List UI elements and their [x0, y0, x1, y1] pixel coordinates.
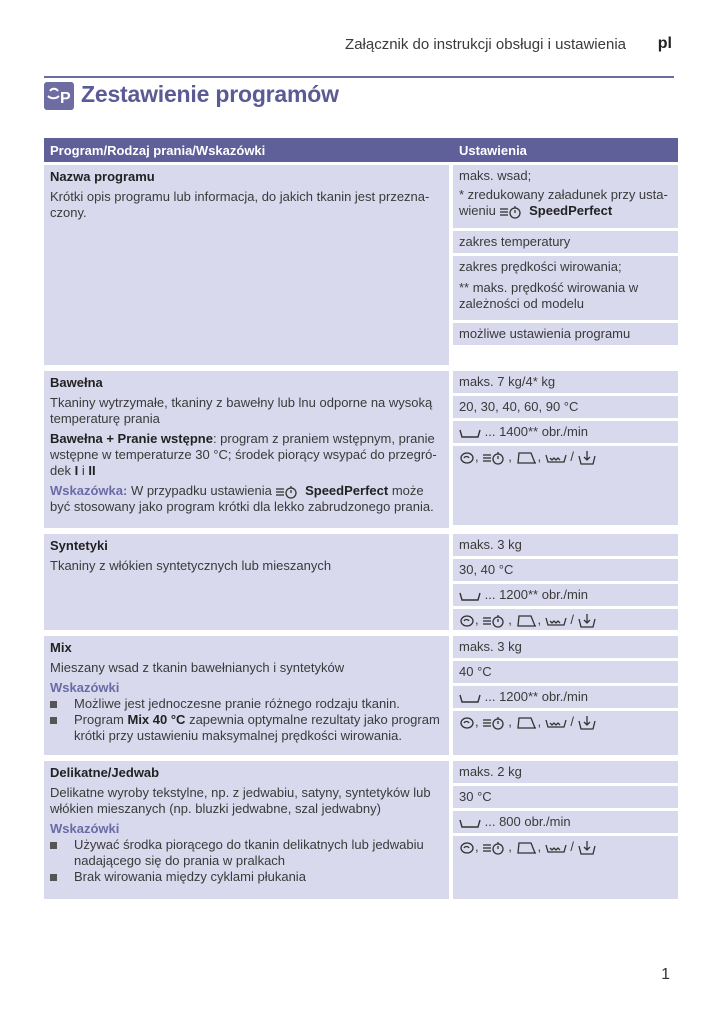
- program-cell: [44, 371, 449, 528]
- program-description: Krótki opis programu lub informacja, do jakich tkanin jest przezna-czony.: [50, 189, 430, 220]
- spin-icon: [459, 590, 481, 602]
- setting-options: [453, 609, 678, 630]
- separator: ,: [475, 714, 479, 729]
- setting-temperature: zakres temperatury: [453, 231, 678, 253]
- hint-text-end: może być stosowany jako program krótki dla lekko zabrudzonego prania.: [50, 483, 434, 514]
- compartment-and: i: [81, 463, 85, 478]
- column-header-settings: Ustawienia: [459, 143, 527, 158]
- program-hint: [50, 483, 443, 515]
- hint-list: [50, 837, 443, 885]
- separator: ,: [537, 714, 542, 729]
- drain-icon: [578, 450, 596, 466]
- setting-temperature: 30 °C: [453, 786, 678, 808]
- program-description: Tkaniny z włókien syntetycznych lub mieszanych: [50, 558, 332, 573]
- setting-options: [453, 836, 678, 899]
- separator: ,: [508, 449, 512, 464]
- table-row: [44, 534, 678, 630]
- rinse-icon: [545, 452, 567, 464]
- page-header: [0, 34, 722, 56]
- drain-icon: [578, 840, 596, 856]
- table-row: [44, 165, 678, 365]
- program-name: Syntetyki: [50, 538, 108, 553]
- table-header: [44, 138, 678, 162]
- list-item: Używać środka piorącego do tkanin delikatnych lub jedwabiu nadającego się do prania w pralkach: [50, 837, 443, 869]
- compartment-ii: II: [88, 463, 96, 478]
- rinse-icon: [545, 717, 567, 729]
- program-mix-name: Mix 40 °C: [127, 712, 186, 727]
- stain-icon: [459, 614, 475, 628]
- stain-icon: [459, 716, 475, 730]
- program-cell: [44, 534, 449, 630]
- hint-label: Wskazówka:: [50, 483, 128, 498]
- setting-temperature: 20, 30, 40, 60, 90 °C: [453, 396, 678, 418]
- variant-text: : program z praniem wstępnym, pranie wstępne w temperaturze 30 °C; środek piorący wsypać do przegró-dek: [50, 431, 437, 478]
- list-item: Możliwe jest jednoczesne pranie różnego rodzaju tkanin.: [50, 696, 443, 712]
- speedperfect-icon: [482, 451, 508, 465]
- setting-temperature: 30, 40 °C: [453, 559, 678, 581]
- setting-temperature: 40 °C: [453, 661, 678, 683]
- setting-spin: [453, 811, 678, 833]
- compartment-i: I: [74, 463, 79, 478]
- hint-label: Wskazówki: [50, 821, 120, 836]
- hint-label: Wskazówki: [50, 680, 120, 695]
- program-name: Delikatne/Jedwab: [50, 765, 160, 780]
- setting-options: [453, 446, 678, 525]
- setting-spin-text: ... 1200** obr./min: [484, 587, 588, 602]
- table-row: [44, 761, 678, 899]
- spin-icon: [459, 692, 481, 704]
- spin-icon: [459, 817, 481, 829]
- settings-cell: [453, 371, 678, 525]
- table-row: [44, 636, 678, 755]
- program-cell: [44, 636, 449, 755]
- setting-spin: [453, 584, 678, 606]
- setting-spin-text: ... 1200** obr./min: [484, 689, 588, 704]
- list-item-text: Program: [74, 712, 124, 727]
- separator: /: [570, 714, 574, 729]
- section-title: Zestawienie programów: [81, 81, 339, 107]
- speedperfect-icon: [482, 716, 508, 730]
- column-header-program: Program/Rodzaj prania/Wskazówki: [50, 143, 266, 158]
- separator: ,: [508, 612, 512, 627]
- program-description: Mieszany wsad z tkanin bawełnianych i syntetyków: [50, 660, 345, 675]
- drain-icon: [578, 613, 596, 629]
- program-name: Bawełna: [50, 375, 103, 390]
- variant-name: Bawełna + Pranie wstępne: [50, 431, 213, 446]
- settings-cell: [453, 761, 678, 899]
- setting-spin-text: ... 1400** obr./min: [484, 424, 588, 439]
- separator: /: [570, 612, 574, 627]
- separator: /: [570, 839, 574, 854]
- table-row: [44, 371, 678, 528]
- iron-icon: [516, 614, 538, 628]
- program-cell: [44, 165, 449, 365]
- program-description: Delikatne wyroby tekstylne, np. z jedwabiu, satyny, syntetyków lub włókien mieszanych (np. bluzki jedwabne, szal jedwabny): [50, 785, 431, 816]
- program-variant: [50, 431, 443, 479]
- spin-icon: [459, 427, 481, 439]
- iron-icon: [516, 716, 538, 730]
- rinse-icon: [545, 842, 567, 854]
- header-divider: [44, 76, 674, 78]
- hint-list: [50, 696, 443, 744]
- speedperfect-label: SpeedPerfect: [305, 483, 389, 498]
- separator: ,: [537, 449, 542, 464]
- setting-spin-note: ** maks. prędkość wirowania w zależności od modelu: [459, 280, 639, 311]
- speedperfect-icon: [482, 614, 508, 628]
- iron-icon: [516, 841, 538, 855]
- list-item-text-end: zapewnia optymalne rezultaty jako program krótki przy ustawieniu maksymalnej prędkości wirowania.: [74, 712, 440, 743]
- svg-text:P: P: [60, 90, 71, 107]
- iron-icon: [516, 451, 538, 465]
- program-overview-icon: [44, 82, 74, 110]
- separator: ,: [508, 714, 512, 729]
- rinse-icon: [545, 615, 567, 627]
- separator: ,: [508, 839, 512, 854]
- setting-options: [453, 711, 678, 755]
- setting-spin: [453, 256, 678, 320]
- setting-spin-text: ... 800 obr./min: [484, 814, 571, 829]
- separator: ,: [537, 839, 542, 854]
- separator: ,: [475, 449, 479, 464]
- list-item: [50, 712, 443, 744]
- setting-load: [453, 165, 678, 228]
- header-language: pl: [657, 35, 672, 52]
- setting-spin: [453, 421, 678, 443]
- settings-cell: [453, 636, 678, 755]
- setting-load: maks. 3 kg: [453, 636, 678, 658]
- program-cell: [44, 761, 449, 899]
- stain-icon: [459, 841, 475, 855]
- program-name: Nazwa programu: [50, 169, 155, 184]
- speedperfect-icon: [482, 841, 508, 855]
- program-name: Mix: [50, 640, 72, 655]
- setting-load-note: * zredukowany załadunek przy usta-wieniu: [459, 187, 668, 218]
- setting-load-text: maks. wsad;: [459, 168, 532, 183]
- drain-icon: [578, 715, 596, 731]
- separator: ,: [475, 839, 479, 854]
- program-table: [44, 138, 678, 899]
- setting-load: maks. 3 kg: [453, 534, 678, 556]
- program-description: Tkaniny wytrzymałe, tkaniny z bawełny lub lnu odporne na wysoką temperaturę prania: [50, 395, 433, 426]
- hint-text: W przypadku ustawienia: [130, 483, 272, 498]
- setting-spin: [453, 686, 678, 708]
- separator: /: [570, 449, 574, 464]
- setting-load: maks. 2 kg: [453, 761, 678, 783]
- header-title: Załącznik do instrukcji obsługi i ustawienia: [345, 36, 626, 53]
- settings-cell: [453, 165, 678, 345]
- stain-icon: [459, 451, 475, 465]
- speedperfect-label: SpeedPerfect: [529, 203, 613, 218]
- setting-spin-text: zakres prędkości wirowania;: [459, 259, 622, 274]
- speedperfect-icon: [499, 205, 525, 219]
- list-item: Brak wirowania między cyklami płukania: [50, 869, 443, 885]
- speedperfect-icon: [275, 485, 301, 499]
- settings-cell: [453, 534, 678, 630]
- page-number: 1: [661, 966, 670, 983]
- separator: ,: [475, 612, 479, 627]
- setting-load: maks. 7 kg/4* kg: [453, 371, 678, 393]
- separator: ,: [537, 612, 542, 627]
- setting-options: możliwe ustawienia programu: [453, 323, 678, 345]
